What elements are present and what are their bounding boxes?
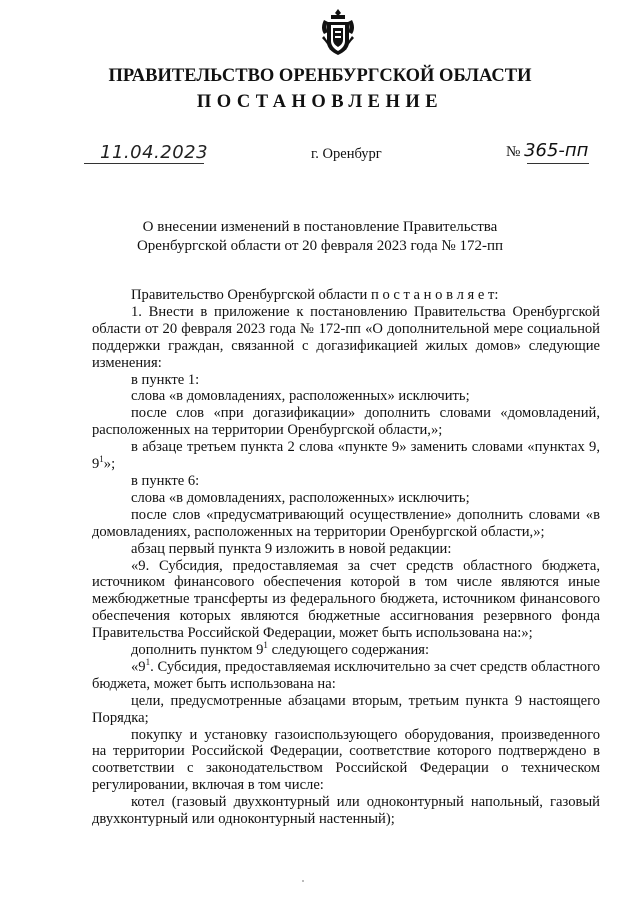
paragraph-point-9-1: «$9^1$. Субсидия, предоставляемая исключительно за счет средств областного бюджета, может быть использована на: xyxy=(92,657,600,692)
decree-body xyxy=(92,287,600,828)
city-label: г. Оренбург xyxy=(311,146,382,162)
paragraph-add-point: дополнить пунктом $9^1$ следующего содержания: xyxy=(131,640,430,659)
paragraph-point-1: в пункте 1: xyxy=(131,371,200,388)
paragraph-point-6: в пункте 6: xyxy=(131,472,200,489)
paragraph-equipment: покупку и установку газоиспользующего оборудования, произведенного на территории Российской Федерации, соответствие которого подтверждено в соответствии с законодательством Российской Федерации о техническом регулировании, включая в том числе: xyxy=(92,726,600,794)
number-prefix: № xyxy=(506,144,521,160)
paragraph-add-words-2: после слов «предусматривающий осуществление» дополнить словами «в домовладениях, расположенных на территории Оренбургской области,»; xyxy=(92,506,600,540)
paragraph-exclude-words: слова «в домовладениях, расположенных» исключить; xyxy=(131,388,470,405)
paragraph-resolves: Правительство Оренбургской области п о с т а н о в л я е т: xyxy=(131,287,499,303)
date-underline xyxy=(84,163,204,164)
paragraph-item-1: 1. Внести в приложение к постановлению Правительства Оренбургской области от 20 февраля 2023 года № 172-пп «О дополнительной мере социальной поддержки граждан, связанной с догазификацией жилых домов» следующие изменения: xyxy=(92,303,600,371)
decree-number xyxy=(506,140,588,161)
document-type-title: ПОСТАНОВЛЕНИЕ xyxy=(196,92,444,112)
number-value: 365-пп xyxy=(524,140,589,161)
paragraph-add-words: после слов «при догазификации» дополнить словами «домовладений, расположенных на территории Оренбургской области,»; xyxy=(92,405,600,439)
paragraph-exclude-words-2: слова «в домовладениях, расположенных» исключить; xyxy=(131,489,470,506)
paragraph-point-9-text: «9. Субсидия, предоставляемая за счет средств областного бюджета, источником финансового обеспечения которой в том числе являются иные межбюджетные трансферты из федерального бюджета, источником финансового обеспечения которых являются бюджетные ассигнования резервного фонда Правительства Российской Федерации, может быть использована на:»; xyxy=(92,557,600,642)
subject-line-2: Оренбургской области от 20 февраля 2023 года № 172-пп xyxy=(136,238,504,254)
decree-date: 11.04.2023 xyxy=(100,142,209,163)
paragraph-boiler: котел (газовый двухконтурный или одноконтурный напольный, газовый двухконтурный или одноконтурный настенный); xyxy=(92,794,600,828)
scan-speck xyxy=(302,880,304,882)
government-title: ПРАВИТЕЛЬСТВО ОРЕНБУРГСКОЙ ОБЛАСТИ xyxy=(108,66,532,86)
number-underline xyxy=(527,163,589,164)
subject-line-1: О внесении изменений в постановление Правительства xyxy=(142,219,498,235)
paragraph-point-9-intro: абзац первый пункта 9 изложить в новой редакции: xyxy=(131,540,452,557)
paragraph-point-2: в абзаце третьем пункта 2 слова «пункте 9» заменить словами «пунктах 9, $9^1$»; xyxy=(92,439,600,473)
paragraph-goals: цели, предусмотренные абзацами вторым, третьим пункта 9 настоящего Порядка; xyxy=(92,692,600,726)
decree-subject xyxy=(0,218,640,256)
coat-of-arms-icon xyxy=(318,8,358,58)
